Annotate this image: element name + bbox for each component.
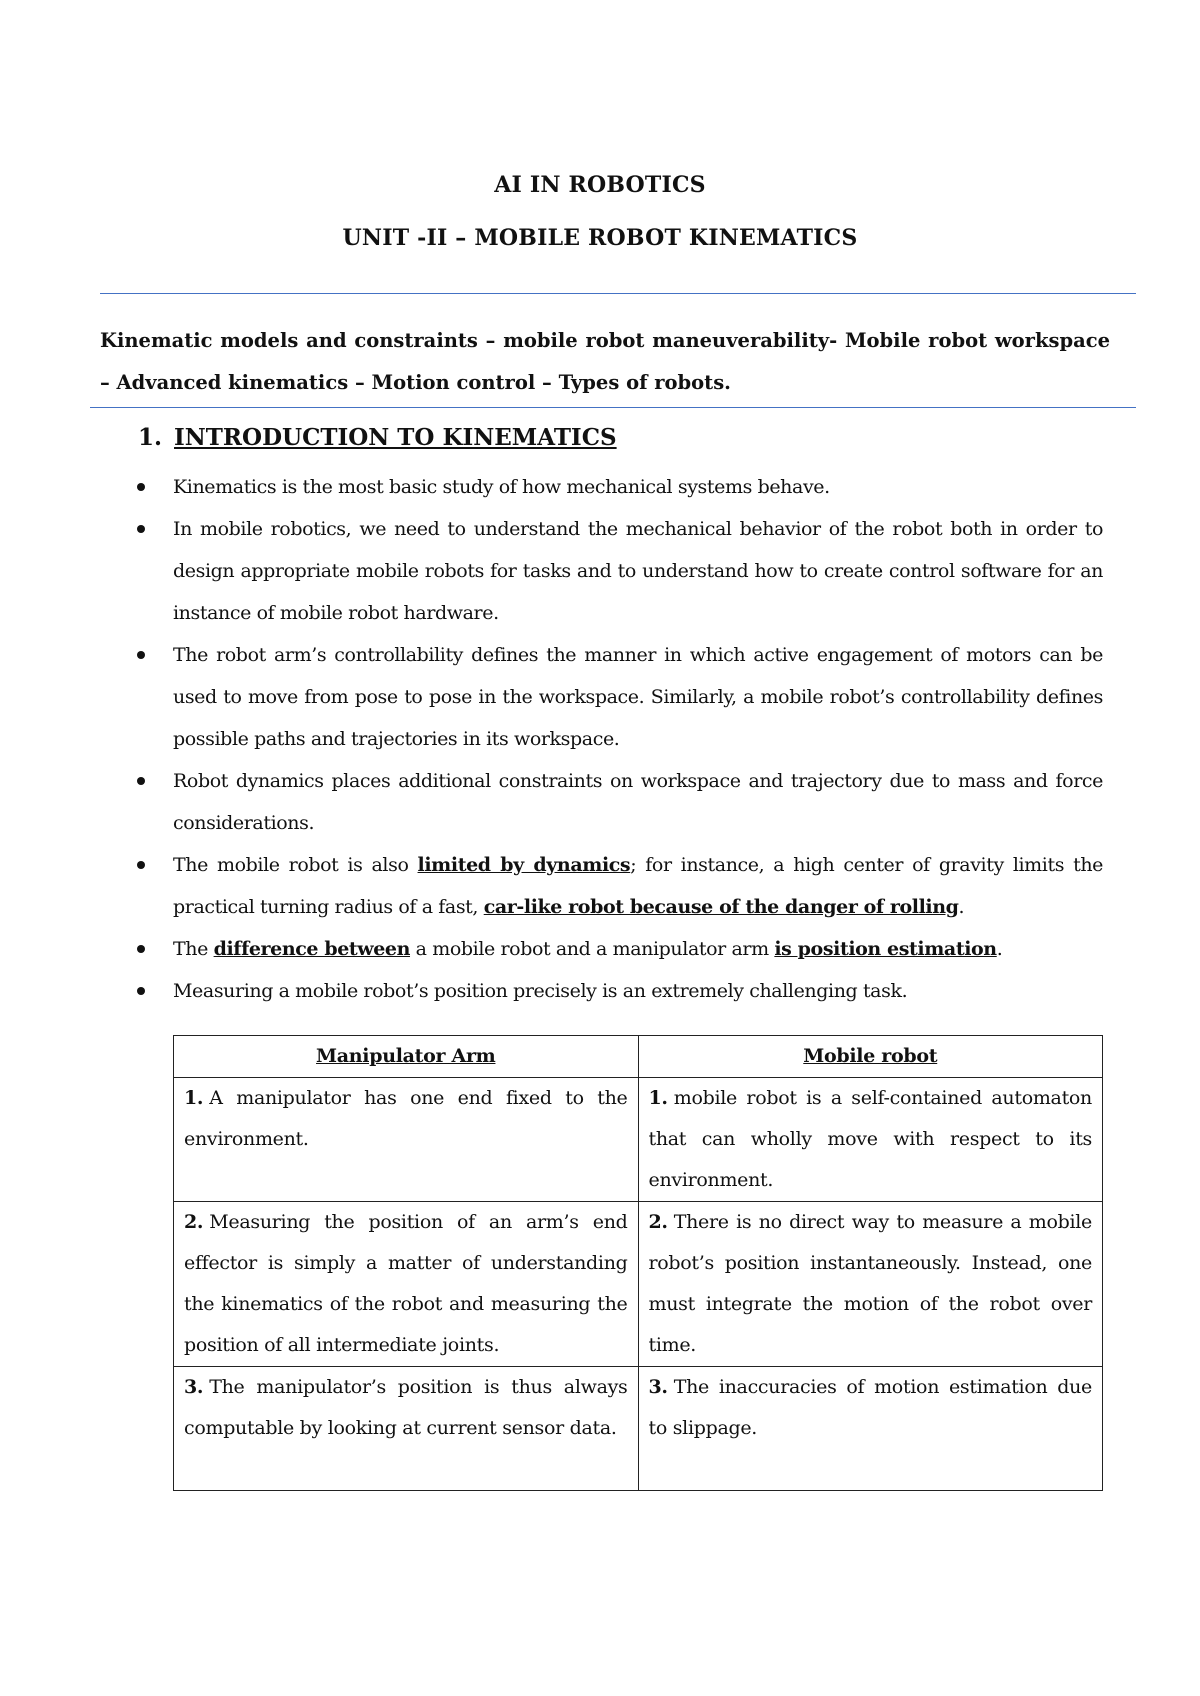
- bullet-text: Kinematics is the most basic study of how mechanical systems behave.: [173, 476, 830, 498]
- comparison-table: [173, 1035, 1103, 1491]
- list-item: [137, 508, 1103, 634]
- table-row: [174, 1367, 1103, 1491]
- table-row: [174, 1202, 1103, 1367]
- section-title: INTRODUCTION TO KINEMATICS: [174, 424, 617, 451]
- table-cell: [638, 1367, 1103, 1491]
- bullet-text-part: .: [996, 938, 1003, 960]
- row-number: 2.: [648, 1211, 668, 1233]
- table-cell: [638, 1078, 1103, 1202]
- bullet-text: Measuring a mobile robot’s position precisely is an extremely challenging task.: [173, 980, 908, 1002]
- bullet-icon: [137, 987, 145, 995]
- bullet-icon: [137, 483, 145, 491]
- list-item: [137, 844, 1103, 928]
- course-title: AI IN ROBOTICS: [494, 172, 706, 198]
- unit-title: UNIT -II – MOBILE ROBOT KINEMATICS: [342, 225, 858, 251]
- table-header-row: [174, 1036, 1103, 1078]
- list-item: [137, 466, 1103, 508]
- section-heading: [138, 424, 617, 451]
- cell-text: The manipulator’s position is thus always computable by looking at current sensor data.: [184, 1376, 628, 1439]
- bullet-text-part: .: [958, 896, 965, 918]
- top-divider: [100, 293, 1136, 294]
- row-number: 3.: [184, 1376, 204, 1398]
- row-number: 1.: [648, 1087, 668, 1109]
- bullet-text: In mobile robotics, we need to understand the mechanical behavior of the robot both in order to design appropriate mobile robots for tasks and to understand how to create control software for an instance of mobile robot hardware.: [173, 518, 1103, 624]
- table-cell: [638, 1202, 1103, 1367]
- bullet-text: The robot arm’s controllability defines the manner in which active engagement of motors can be used to move from pose to pose in the workspace. Similarly, a mobile robot’s controllability defines possible paths and trajectories in its workspace.: [173, 644, 1103, 750]
- cell-text: There is no direct way to measure a mobile robot’s position instantaneously. Instead, one must integrate the motion of the robot over time.: [648, 1211, 1092, 1356]
- bullet-text-part: ; for instance, a high center of gravity limits the practical turning radius of a fast,: [173, 854, 1103, 918]
- list-item: [137, 970, 1103, 1012]
- row-number: 2.: [184, 1211, 204, 1233]
- cell-text: mobile robot is a self-contained automaton that can wholly move with respect to its environment.: [648, 1087, 1092, 1191]
- column-header-mobile-robot: Mobile robot: [638, 1036, 1103, 1078]
- bullet-icon: [137, 525, 145, 533]
- row-number: 1.: [184, 1087, 204, 1109]
- table-cell: [174, 1202, 639, 1367]
- bullet-text-part: The mobile robot is also: [173, 854, 418, 876]
- emphasis-text: limited by dynamics: [417, 854, 631, 876]
- bullet-text: Robot dynamics places additional constraints on workspace and trajectory due to mass and force considerations.: [173, 770, 1103, 834]
- cell-text: A manipulator has one end fixed to the environment.: [184, 1087, 628, 1150]
- emphasis-text: car-like robot because of the danger of rolling: [483, 896, 959, 918]
- cell-text: The inaccuracies of motion estimation due to slippage.: [648, 1376, 1092, 1439]
- table-cell: [174, 1367, 639, 1491]
- emphasis-text: difference between: [213, 938, 411, 960]
- list-item: [137, 634, 1103, 760]
- bullet-icon: [137, 861, 145, 869]
- table-cell: [174, 1078, 639, 1202]
- bottom-divider: [90, 407, 1136, 408]
- bullet-text-part: The: [173, 938, 214, 960]
- bullet-text-part: a mobile robot and a manipulator arm: [410, 938, 775, 960]
- list-item: [137, 760, 1103, 844]
- cell-text: Measuring the position of an arm’s end effector is simply a matter of understanding the kinematics of the robot and measuring the position of all intermediate joints.: [184, 1211, 628, 1356]
- bullet-icon: [137, 651, 145, 659]
- table-row: [174, 1078, 1103, 1202]
- row-number: 3.: [648, 1376, 668, 1398]
- section-number: 1.: [138, 424, 163, 451]
- bullet-icon: [137, 945, 145, 953]
- emphasis-text: is position estimation: [774, 938, 997, 960]
- list-item: [137, 928, 1103, 970]
- bullet-icon: [137, 777, 145, 785]
- column-header-manipulator: Manipulator Arm: [174, 1036, 639, 1078]
- bullet-list: [137, 466, 1103, 1012]
- syllabus-summary: Kinematic models and constraints – mobile robot maneuverability- Mobile robot workspace – Advanced kinematics – Motion control – Types of robots.: [100, 329, 1110, 394]
